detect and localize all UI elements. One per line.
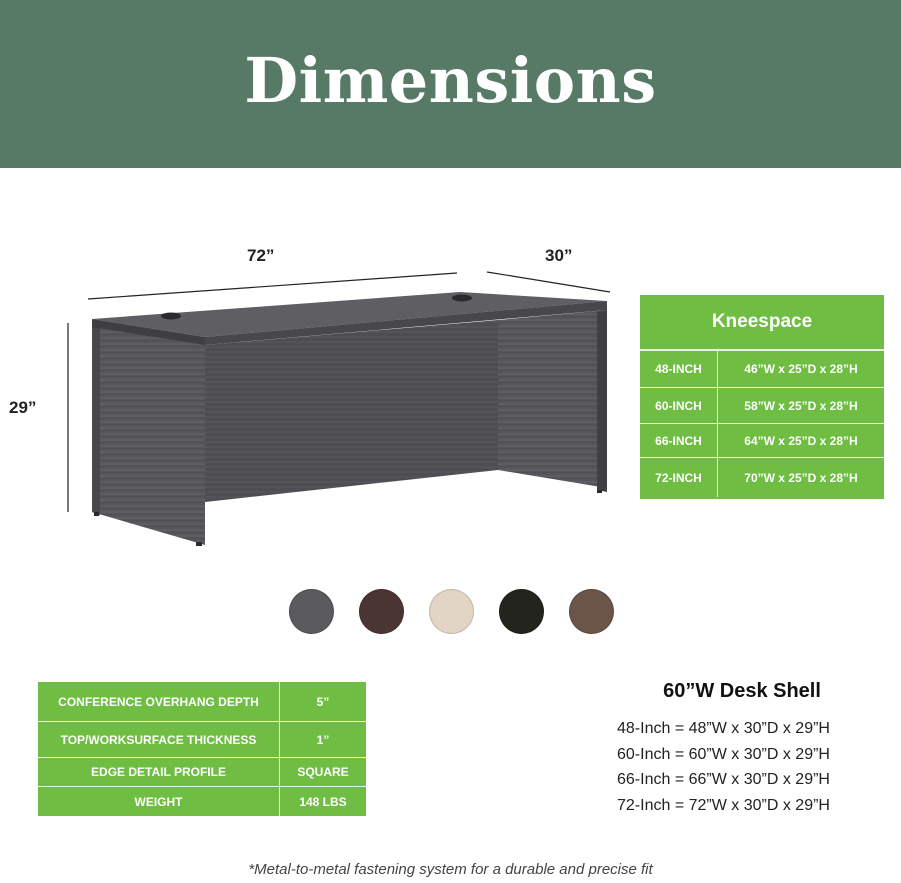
spec-label: EDGE DETAIL PROFILE: [38, 758, 280, 786]
kneespace-dims: 46”W x 25”D x 28”H: [744, 362, 858, 376]
depth-dimension-line: [487, 272, 610, 292]
spec-label: TOP/WORKSURFACE THICKNESS: [38, 722, 280, 757]
table-row: [38, 786, 366, 816]
kneespace-table: [640, 295, 884, 499]
spec-value: 1”: [316, 732, 330, 747]
spec-value: 5”: [316, 694, 330, 709]
specs-table: [38, 682, 366, 816]
finish-swatch-1[interactable]: [289, 589, 334, 634]
table-row: [640, 423, 884, 457]
kneespace-size: 60-INCH: [640, 388, 718, 423]
spec-label: CONFERENCE OVERHANG DEPTH: [38, 682, 280, 721]
depth-label: 30”: [545, 246, 573, 265]
kneespace-size: 66-INCH: [640, 424, 718, 457]
list-item: 66-Inch = 66”W x 30”D x 29”H: [617, 771, 830, 788]
list-item: 48-Inch = 48”W x 30”D x 29”H: [617, 720, 830, 737]
table-row: [640, 457, 884, 497]
finish-swatch-4[interactable]: [499, 589, 544, 634]
list-item: 60-Inch = 60”W x 30”D x 29”H: [617, 745, 830, 763]
page-title: Dimensions: [244, 43, 657, 117]
height-label: 29”: [9, 398, 37, 417]
desk-illustration: [0, 230, 640, 560]
kneespace-title: Kneespace: [640, 295, 884, 350]
finish-swatches: [289, 589, 615, 635]
finish-swatch-5[interactable]: [569, 589, 614, 634]
footnote: *Metal-to-metal fastening system for a durable and precise fit: [248, 861, 653, 878]
list-item: 72-Inch = 72”W x 30”D x 29”H: [617, 796, 830, 814]
table-row: [640, 387, 884, 423]
width-label: 72”: [247, 246, 275, 265]
shell-title: 60”W Desk Shell: [663, 680, 821, 702]
table-row: [38, 721, 366, 757]
kneespace-dims: 64”W x 25”D x 28”H: [744, 433, 858, 448]
shell-size-list: [617, 716, 887, 818]
kneespace-size: 48-INCH: [640, 351, 718, 387]
finish-swatch-3[interactable]: [429, 589, 474, 634]
kneespace-size: 72-INCH: [640, 458, 718, 497]
spec-label: WEIGHT: [38, 787, 280, 816]
kneespace-dims: 70”W x 25”D x 28”H: [744, 470, 858, 485]
kneespace-dims: 58”W x 25”D x 28”H: [744, 398, 858, 413]
spec-value: 148 LBS: [299, 794, 347, 809]
finish-swatch-2[interactable]: [359, 589, 404, 634]
table-row: [640, 350, 884, 387]
table-row: [38, 757, 366, 786]
width-dimension-line: [88, 273, 457, 299]
table-row: [38, 682, 366, 721]
spec-value: SQUARE: [297, 765, 349, 779]
header-banner: [0, 0, 901, 168]
